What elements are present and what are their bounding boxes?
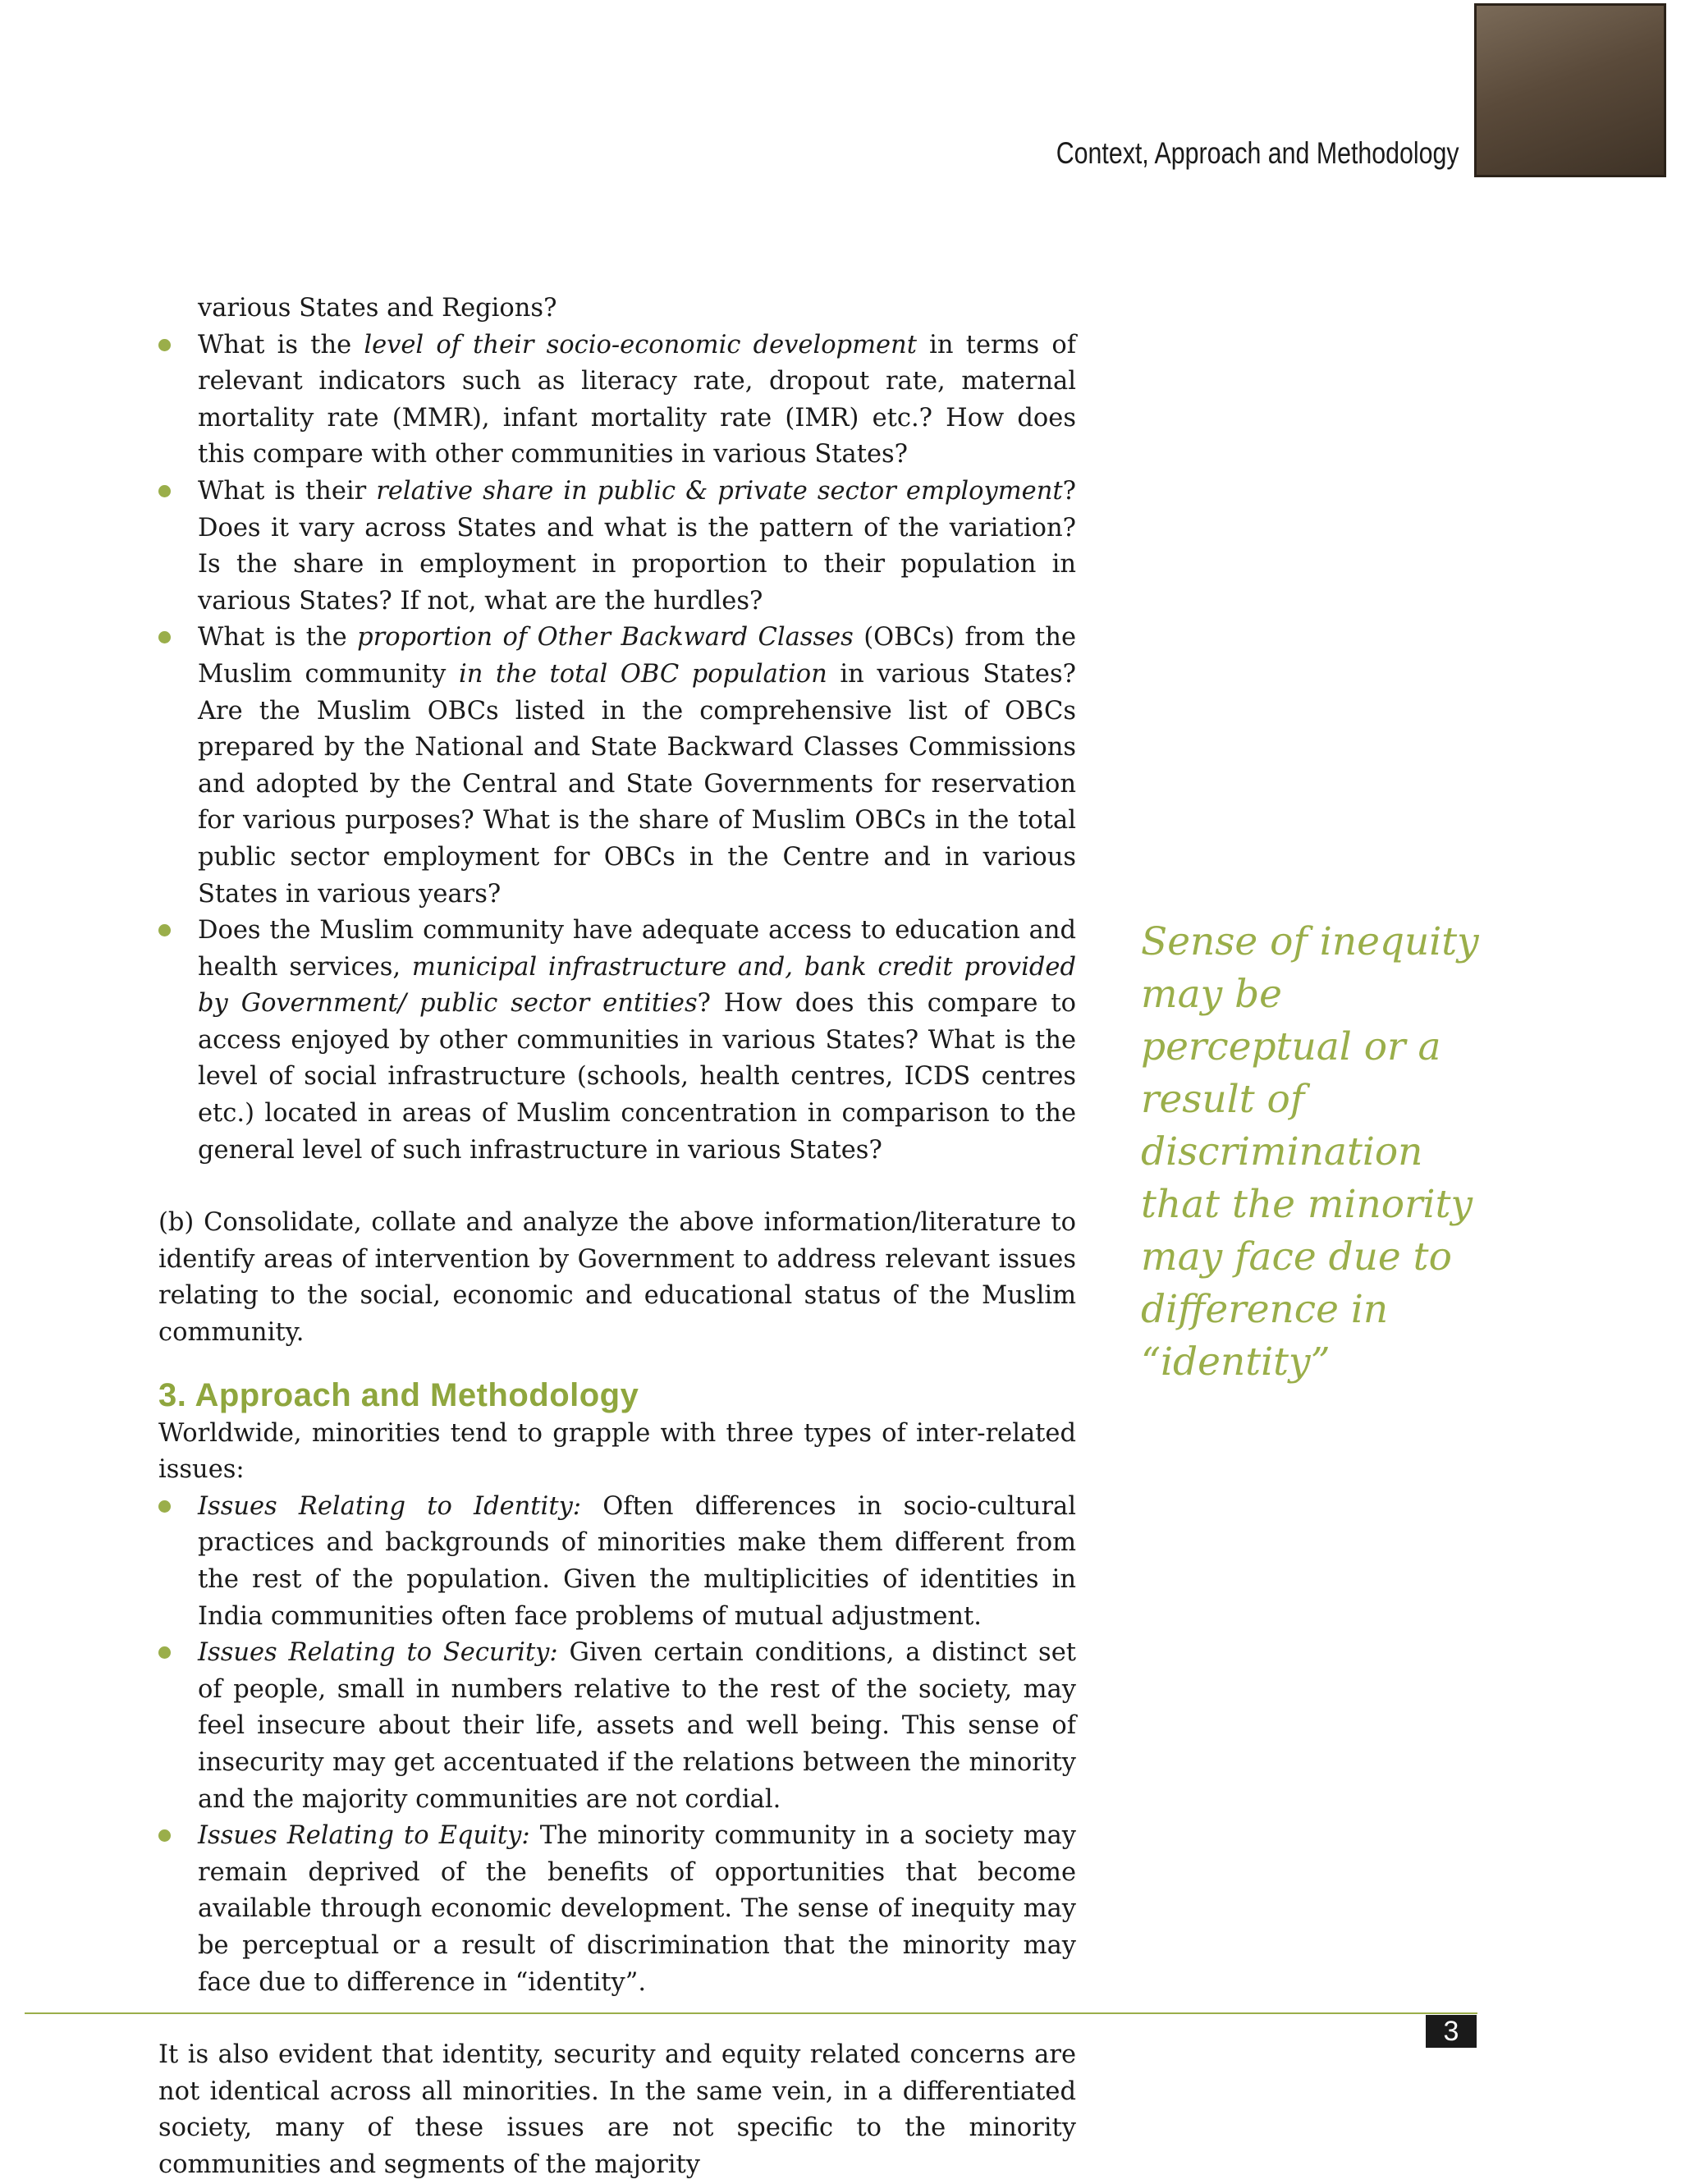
list-item: What is the level of their socio-economic development in terms of relevant indicators such as literacy rate, dropout rate, maternal mortality rate (MMR), infant mortality rate (IMR) etc.? How does this compare with other communities in various States? bbox=[158, 327, 1076, 474]
list-item: Issues Relating to Equity: The minority community in a society may remain deprived of the benefits of opportunities that become available through economic development. The sense of inequity may be perceptual or a result of discrimination that the minority may face due to difference in “identity”. bbox=[158, 1818, 1076, 2001]
question-list bbox=[158, 327, 1076, 1170]
closing-paragraph: It is also evident that identity, security and equity related concerns are not identical across all minorities. In the same vein, in a differentiated society, many of these issues are not specific to the minority communities and segments of the majority bbox=[158, 2040, 1076, 2179]
list-item: Does the Muslim community have adequate access to education and health services, municipal infrastructure and, bank credit provided by Government/ public sector entities? How does this compare to access enjoyed by other communities in various States? What is the level of social infrastructure (schools, health centres, ICDS centres etc.) located in areas of Muslim concentration in comparison to the general level of such infrastructure in various States? bbox=[158, 913, 1076, 1169]
bullet-icon bbox=[158, 339, 171, 351]
page-number: 3 bbox=[1426, 2015, 1477, 2048]
section-heading: 3. Approach and Methodology bbox=[158, 1376, 639, 1413]
bullet-icon bbox=[158, 485, 171, 497]
bullet-icon bbox=[158, 924, 171, 936]
bullet-icon bbox=[158, 631, 171, 643]
list-item: What is the proportion of Other Backward Classes (OBCs) from the Muslim community in the total OBC population in various States? Are the Muslim OBCs listed in the comprehensive list of OBCs prepared by the National and State Backward Classes Commissions and adopted by the Central and State Governments for reservation for various purposes? What is the share of Muslim OBCs in the total public sector employment for OBCs in the Centre and in various States in various years? bbox=[158, 620, 1076, 913]
pull-quote: Sense of inequity may be perceptual or a result of discrimination that the minority may face due to difference in “identity” bbox=[1141, 919, 1479, 1385]
footer-divider bbox=[25, 2012, 1477, 2014]
list-item: Issues Relating to Identity: Often differences in socio-cultural practices and backgrounds of minorities make them different from the rest of the population. Given the multiplicities of identities in India communities often face problems of mutual adjustment. bbox=[158, 1489, 1076, 1635]
bullet-icon bbox=[158, 1646, 171, 1659]
ornate-lattice-window-photo bbox=[1474, 3, 1666, 177]
main-text-column bbox=[158, 291, 1076, 2184]
section-intro: Worldwide, minorities tend to grapple with three types of inter-related issues: bbox=[158, 1418, 1076, 1485]
issues-list bbox=[158, 1489, 1076, 2001]
paragraph-b: (b) Consolidate, collate and analyze the above information/literature to identify areas of intervention by Government to address relevant issues relating to the social, economic and educational status of the Muslim community. bbox=[158, 1208, 1076, 1348]
bullet-icon bbox=[158, 1500, 171, 1513]
running-header-title: Context, Approach and Methodology bbox=[1056, 136, 1459, 170]
list-item: What is their relative share in public & private sector employment? Does it vary across States and what is the pattern of the variation? Is the share in employment in proportion to their population in various States? If not, what are the hurdles? bbox=[158, 474, 1076, 620]
list-item: Issues Relating to Security: Given certain conditions, a distinct set of people, small in numbers relative to the rest of the society, may feel insecure about their life, assets and well being. This sense of insecurity may get accentuated if the relations between the minority and the majority communities are not cordial. bbox=[158, 1635, 1076, 1818]
bullet-icon bbox=[158, 1829, 171, 1842]
continuation-text: various States and Regions? bbox=[198, 294, 557, 323]
